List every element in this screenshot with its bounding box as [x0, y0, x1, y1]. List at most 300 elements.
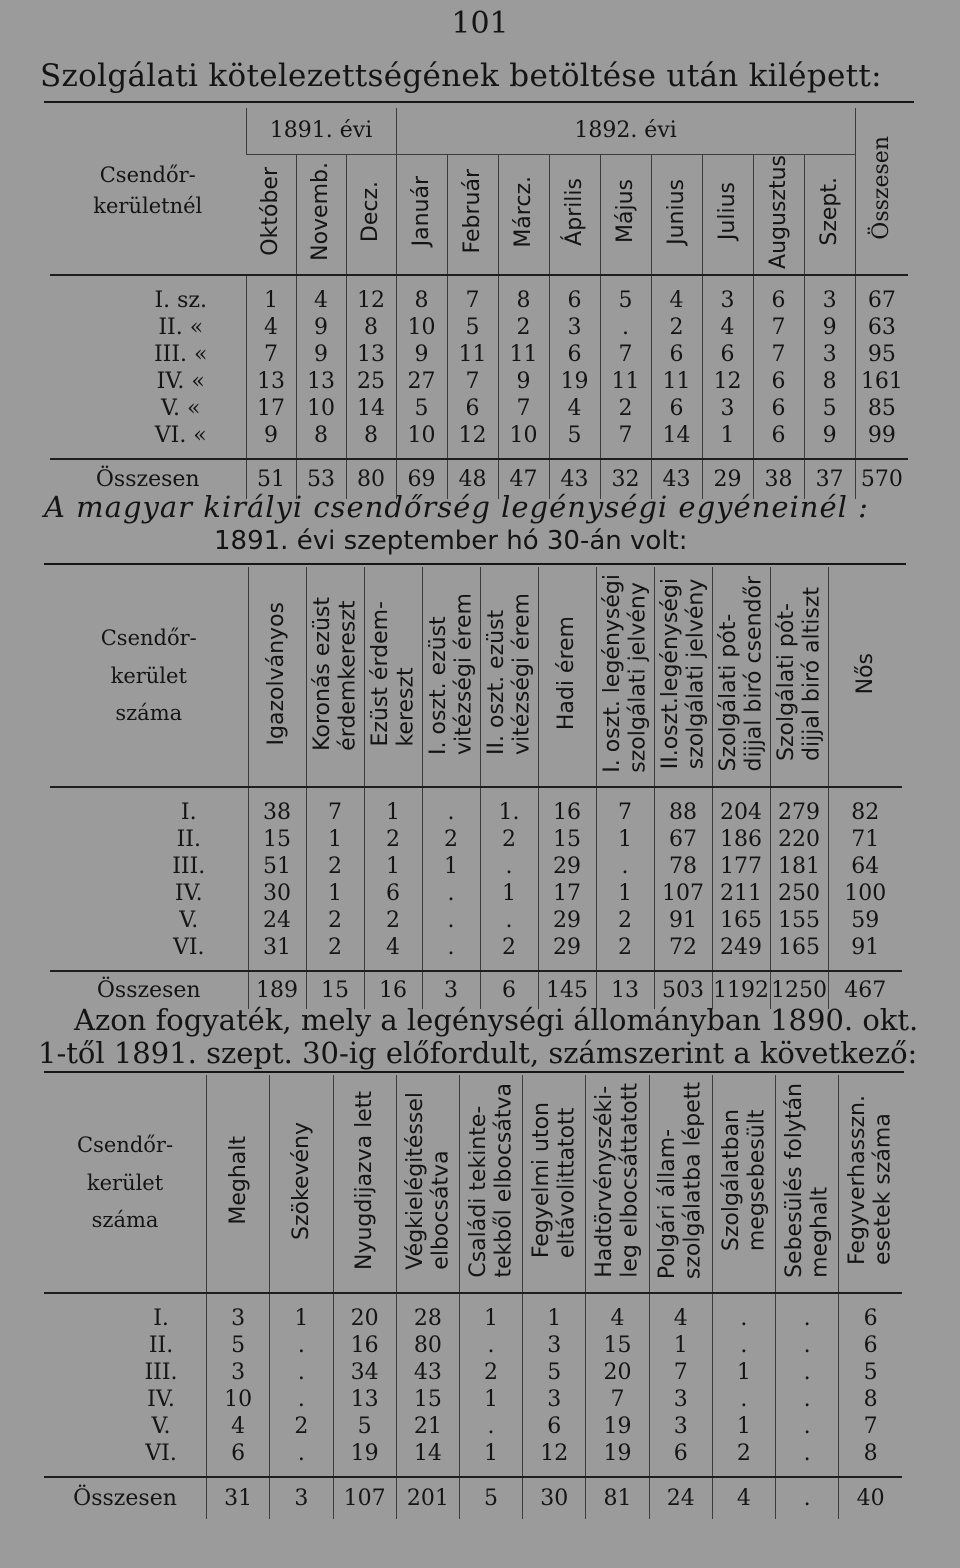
table-row [50, 907, 902, 934]
table-cell: 9 [296, 314, 346, 341]
table-cell: 8 [839, 1386, 902, 1413]
table-cell: 11 [498, 341, 549, 368]
table-cell: 4 [549, 395, 600, 422]
table-cell: 27 [396, 368, 447, 395]
total-cell: 570 [855, 459, 908, 499]
table-cell: 82 [828, 799, 902, 826]
table-cell: 17 [538, 880, 596, 907]
table-cell: . [422, 934, 480, 961]
month-header: Április [549, 154, 600, 275]
column-header: Szolgálatban megsebesült [712, 1075, 775, 1293]
total-cell: 38 [753, 459, 804, 499]
table-cell: 6 [523, 1413, 586, 1440]
month-header: Julius [702, 154, 753, 275]
table-cell: 78 [654, 853, 712, 880]
district-header: Csendőr- kerület száma [50, 567, 248, 787]
table-cell: 80 [396, 1332, 459, 1359]
table-row [50, 314, 908, 341]
table-cell: 7 [600, 422, 651, 449]
total-cell: 5 [459, 1477, 522, 1519]
table-cell: 5 [396, 395, 447, 422]
table-cell: 91 [654, 907, 712, 934]
table-cell: 1 [649, 1332, 712, 1359]
total-cell: 201 [396, 1477, 459, 1519]
column-header: Ezüst érdem- kereszt [364, 567, 422, 787]
table-cell: 165 [712, 907, 770, 934]
total-cell: 467 [828, 971, 902, 1009]
table-row [50, 880, 902, 907]
month-header: Január [396, 154, 447, 275]
table-cell: 6 [753, 287, 804, 314]
table-cell: 1 [480, 880, 538, 907]
table-cell: 67 [654, 826, 712, 853]
table-cell: 6 [651, 395, 702, 422]
table-cell: 8 [346, 314, 396, 341]
table-cell: 7 [753, 314, 804, 341]
table-cell: 1 [596, 826, 654, 853]
table-cell: 3 [523, 1386, 586, 1413]
section2-rule [44, 563, 906, 565]
table-cell: 29 [538, 907, 596, 934]
table-cell: 14 [396, 1440, 459, 1467]
table-cell: 19 [586, 1413, 649, 1440]
losses-table [44, 1075, 902, 1519]
table-cell: 30 [248, 880, 306, 907]
table-cell: 3 [549, 314, 600, 341]
table-cell: 9 [804, 314, 855, 341]
table-row [50, 853, 902, 880]
table-cell: 13 [333, 1386, 396, 1413]
table-cell: 7 [306, 799, 364, 826]
column-header: Hadi érem [538, 567, 596, 787]
table-cell: . [776, 1440, 839, 1467]
table-cell: 204 [712, 799, 770, 826]
column-header: Fegyelmi uton eltávolittatott [523, 1075, 586, 1293]
column-header: Sebesülés folytán meghalt [776, 1075, 839, 1293]
column-header: Végkielégitéssel elbocsátva [396, 1075, 459, 1293]
table-cell: 6 [839, 1332, 902, 1359]
table-cell: . [270, 1440, 333, 1467]
table-cell: 15 [538, 826, 596, 853]
table-cell: 4 [586, 1305, 649, 1332]
table-cell: 63 [855, 314, 908, 341]
table-cell: 211 [712, 880, 770, 907]
total-cell: 43 [549, 459, 600, 499]
total-cell: 29 [702, 459, 753, 499]
total-cell: 3 [422, 971, 480, 1009]
table-cell: 7 [596, 799, 654, 826]
row-label: V. « [161, 396, 201, 422]
table-cell: 38 [248, 799, 306, 826]
row-label: VI. [145, 1441, 177, 1466]
table-cell: 2 [306, 934, 364, 961]
table-cell: 29 [538, 934, 596, 961]
total-cell: 4 [712, 1477, 775, 1519]
row-label: I. [180, 800, 197, 825]
table-cell: 24 [248, 907, 306, 934]
table-cell: 5 [333, 1413, 396, 1440]
table-cell: 3 [207, 1359, 270, 1386]
table-cell: 1 [364, 853, 422, 880]
table-cell: 3 [649, 1386, 712, 1413]
total-cell: 48 [447, 459, 498, 499]
row-label: III. [172, 854, 206, 879]
total-cell: 503 [654, 971, 712, 1009]
table-cell: 91 [828, 934, 902, 961]
table-cell: 2 [422, 826, 480, 853]
table-cell: 2 [712, 1440, 775, 1467]
column-header: I. oszt. ezüst vitézségi érem [422, 567, 480, 787]
table-cell: 6 [702, 341, 753, 368]
row-label: I. [153, 1306, 169, 1331]
table-cell: 15 [586, 1332, 649, 1359]
section1-rule [44, 101, 914, 103]
month-header: Összesen [855, 108, 908, 275]
total-cell: 53 [296, 459, 346, 499]
table-row [50, 287, 908, 314]
month-header: Márcz. [498, 154, 549, 275]
table-cell: 31 [248, 934, 306, 961]
table-cell: 2 [270, 1413, 333, 1440]
table-cell: 72 [654, 934, 712, 961]
total-label: Összesen [50, 971, 248, 1009]
table-cell: 2 [498, 314, 549, 341]
table-cell: 7 [586, 1386, 649, 1413]
table-cell: 9 [246, 422, 296, 449]
month-header: Novemb. [296, 154, 346, 275]
table-cell: . [422, 907, 480, 934]
table-cell: 9 [498, 368, 549, 395]
table-cell: 43 [396, 1359, 459, 1386]
table-cell: . [422, 880, 480, 907]
table-cell: 4 [364, 934, 422, 961]
table-row [44, 1332, 902, 1359]
table-cell: 4 [246, 314, 296, 341]
row-label: IV. [147, 1387, 175, 1412]
row-label: III. [144, 1360, 178, 1385]
table-cell: 12 [702, 368, 753, 395]
table-cell: 11 [600, 368, 651, 395]
table-cell: . [270, 1386, 333, 1413]
table-cell: 181 [770, 853, 828, 880]
table-cell: 8 [839, 1440, 902, 1467]
section2-title: A magyar királyi csendőrség legénységi egyéneinél : [44, 490, 869, 524]
table-cell: 10 [498, 422, 549, 449]
table-cell: 7 [447, 287, 498, 314]
table-cell: 1 [523, 1305, 586, 1332]
table-cell: 1 [246, 287, 296, 314]
table-cell: 3 [523, 1332, 586, 1359]
table-row [44, 1305, 902, 1332]
table-cell: 6 [549, 341, 600, 368]
total-cell: 31 [207, 1477, 270, 1519]
column-header: Igazolványos [248, 567, 306, 787]
row-label: VI. [172, 935, 205, 960]
row-label: IV. [174, 881, 203, 906]
table-cell: 2 [596, 934, 654, 961]
table-cell: . [712, 1332, 775, 1359]
table-cell: 5 [207, 1332, 270, 1359]
table-cell: 6 [447, 395, 498, 422]
table-cell: 2 [480, 826, 538, 853]
month-header: Február [447, 154, 498, 275]
table-cell: 220 [770, 826, 828, 853]
table-cell: 5 [523, 1359, 586, 1386]
table-cell: 1 [422, 853, 480, 880]
table-cell: 7 [498, 395, 549, 422]
table-cell: 85 [855, 395, 908, 422]
table-cell: 59 [828, 907, 902, 934]
table-cell: 6 [839, 1305, 902, 1332]
table-cell: 10 [396, 314, 447, 341]
table-cell: . [712, 1305, 775, 1332]
total-cell: 24 [649, 1477, 712, 1519]
table-cell: 88 [654, 799, 712, 826]
table-cell: 19 [586, 1440, 649, 1467]
table-cell: . [776, 1413, 839, 1440]
table-cell: 7 [753, 341, 804, 368]
column-header: Nyugdijazva lett [333, 1075, 396, 1293]
column-header: Szolgálati pót- dijjal biró csendőr [712, 567, 770, 787]
table-cell: . [480, 907, 538, 934]
table-row [44, 1413, 902, 1440]
row-label: III. « [153, 342, 208, 368]
table-cell: 12 [447, 422, 498, 449]
table-cell: 2 [480, 934, 538, 961]
district-header: Csendőr- kerület száma [44, 1075, 207, 1293]
section3-subtitle: 1-től 1891. szept. 30-ig előfordult, számszerint a következő: [38, 1036, 918, 1070]
table-cell: 1 [712, 1413, 775, 1440]
table-cell: 6 [549, 287, 600, 314]
table-cell: 28 [396, 1305, 459, 1332]
column-header: Meghalt [207, 1075, 270, 1293]
table-cell: 8 [346, 422, 396, 449]
table-cell: 2 [600, 395, 651, 422]
table-cell: 177 [712, 853, 770, 880]
table-cell: 11 [447, 341, 498, 368]
table-row [50, 826, 902, 853]
total-cell: 51 [246, 459, 296, 499]
discharge-by-month-table [50, 108, 908, 499]
table-cell: 8 [498, 287, 549, 314]
table-cell: 9 [396, 341, 447, 368]
table-cell: 20 [333, 1305, 396, 1332]
table-cell: 1 [459, 1305, 522, 1332]
total-cell: 69 [396, 459, 447, 499]
table-cell: 29 [538, 853, 596, 880]
table-cell: 5 [600, 287, 651, 314]
month-header: Május [600, 154, 651, 275]
table-cell: 20 [586, 1359, 649, 1386]
table-cell: 9 [804, 422, 855, 449]
month-header: Augusztus [753, 154, 804, 275]
table-cell: 17 [246, 395, 296, 422]
section1-title: Szolgálati kötelezettségének betöltése után kilépett: [40, 58, 882, 94]
table-cell: 161 [855, 368, 908, 395]
section3-rule [44, 1071, 904, 1073]
table-row [44, 1440, 902, 1467]
table-cell: 6 [207, 1440, 270, 1467]
table-cell: . [270, 1332, 333, 1359]
table-cell: . [459, 1332, 522, 1359]
total-cell: 3 [270, 1477, 333, 1519]
table-cell: 6 [364, 880, 422, 907]
table-cell: 2 [306, 853, 364, 880]
total-cell: 81 [586, 1477, 649, 1519]
total-cell: 40 [839, 1477, 902, 1519]
table-cell: 5 [447, 314, 498, 341]
table-cell: 10 [296, 395, 346, 422]
table-cell: 10 [396, 422, 447, 449]
total-cell: 16 [364, 971, 422, 1009]
section2-subtitle: 1891. évi szeptember hó 30-án volt: [214, 526, 688, 556]
table-cell: 7 [246, 341, 296, 368]
table-cell: 4 [702, 314, 753, 341]
table-cell: 10 [207, 1386, 270, 1413]
table-cell: 13 [246, 368, 296, 395]
year-1891-header: 1891. évi [246, 108, 396, 154]
table-cell: 5 [549, 422, 600, 449]
table-cell: 6 [753, 395, 804, 422]
table-cell: 13 [346, 341, 396, 368]
table-cell: 3 [702, 287, 753, 314]
table-cell: 11 [651, 368, 702, 395]
total-cell: 43 [651, 459, 702, 499]
table-row [50, 395, 908, 422]
total-row [44, 1477, 902, 1519]
total-cell: 6 [480, 971, 538, 1009]
column-header: II. oszt. ezüst vitézségi érem [480, 567, 538, 787]
table-cell: 1 [270, 1305, 333, 1332]
table-cell: 8 [804, 368, 855, 395]
table-cell: . [270, 1359, 333, 1386]
table-cell: 19 [549, 368, 600, 395]
table-cell: 1 [459, 1440, 522, 1467]
row-label: II. [148, 1333, 174, 1358]
table-cell: 6 [651, 341, 702, 368]
column-header: Nős [828, 567, 902, 787]
table-cell: . [776, 1332, 839, 1359]
table-cell: 4 [651, 287, 702, 314]
table-cell: 15 [248, 826, 306, 853]
table-cell: 16 [333, 1332, 396, 1359]
table-cell: 13 [296, 368, 346, 395]
table-row [50, 341, 908, 368]
table-row [50, 422, 908, 449]
table-cell: 2 [651, 314, 702, 341]
table-cell: 2 [364, 826, 422, 853]
table-row [50, 934, 902, 961]
table-cell: . [459, 1413, 522, 1440]
table-row [44, 1359, 902, 1386]
table-cell: 99 [855, 422, 908, 449]
table-cell: 2 [459, 1359, 522, 1386]
table-cell: 95 [855, 341, 908, 368]
table-cell: 3 [702, 395, 753, 422]
table-cell: 51 [248, 853, 306, 880]
table-cell: . [422, 799, 480, 826]
table-cell: 6 [753, 368, 804, 395]
month-header: Október [246, 154, 296, 275]
table-cell: 6 [649, 1440, 712, 1467]
table-cell: 7 [600, 341, 651, 368]
table-cell: 279 [770, 799, 828, 826]
column-header: Koronás ezüst érdemkereszt [306, 567, 364, 787]
total-cell: 32 [600, 459, 651, 499]
table-cell: 14 [651, 422, 702, 449]
month-header: Decz. [346, 154, 396, 275]
table-cell: 1 [712, 1359, 775, 1386]
table-cell: . [776, 1359, 839, 1386]
table-cell: 8 [296, 422, 346, 449]
table-cell: 64 [828, 853, 902, 880]
table-cell: 3 [804, 287, 855, 314]
table-cell: 12 [346, 287, 396, 314]
total-cell: 30 [523, 1477, 586, 1519]
table-cell: 9 [296, 341, 346, 368]
table-cell: . [776, 1305, 839, 1332]
table-cell: 12 [523, 1440, 586, 1467]
table-cell: 2 [364, 907, 422, 934]
table-cell: 7 [447, 368, 498, 395]
table-cell: 1. [480, 799, 538, 826]
table-cell: 186 [712, 826, 770, 853]
total-cell: 37 [804, 459, 855, 499]
table-cell: 2 [306, 907, 364, 934]
table-row [50, 368, 908, 395]
total-cell: 107 [333, 1477, 396, 1519]
table-cell: 1 [306, 880, 364, 907]
table-cell: . [480, 853, 538, 880]
section3-title: Azon fogyaték, mely a legénységi állományban 1890. okt. [74, 1003, 919, 1037]
table-cell: 1 [702, 422, 753, 449]
table-cell: 14 [346, 395, 396, 422]
table-cell: . [596, 853, 654, 880]
row-label: I. sz. [154, 288, 208, 314]
page-number: 101 [451, 6, 509, 41]
column-header: Polgári állam- szolgálatba lépett [649, 1075, 712, 1293]
table-cell: 165 [770, 934, 828, 961]
table-cell: 34 [333, 1359, 396, 1386]
table-cell: 1 [596, 880, 654, 907]
year-1892-header: 1892. évi [396, 108, 855, 154]
total-label: Összesen [44, 1477, 207, 1519]
table-row [44, 1386, 902, 1413]
total-cell: . [776, 1477, 839, 1519]
column-header: Családi tekinte- tekből elbocsátva [459, 1075, 522, 1293]
column-header: II.oszt.legénységi szolgálati jelvény [654, 567, 712, 787]
total-cell: 1250 [770, 971, 828, 1009]
column-header: Szolgálati pót- dijjal biró altiszt [770, 567, 828, 787]
column-header: Hadtörvényszéki- leg elbocsáttatott [586, 1075, 649, 1293]
table-cell: 16 [538, 799, 596, 826]
table-cell: 4 [649, 1305, 712, 1332]
table-cell: 1 [306, 826, 364, 853]
column-header: Fegyverhasszn. esetek száma [839, 1075, 902, 1293]
table-cell: 71 [828, 826, 902, 853]
table-cell: 15 [396, 1386, 459, 1413]
table-cell: 19 [333, 1440, 396, 1467]
row-label: II. « [158, 315, 204, 341]
total-cell: 1192 [712, 971, 770, 1009]
table-cell: 1 [459, 1386, 522, 1413]
row-label: V. [151, 1414, 171, 1439]
row-label: VI. « [154, 423, 207, 449]
table-cell: 6 [753, 422, 804, 449]
table-row [50, 799, 902, 826]
decorations-table [50, 567, 902, 1009]
table-cell: 5 [804, 395, 855, 422]
